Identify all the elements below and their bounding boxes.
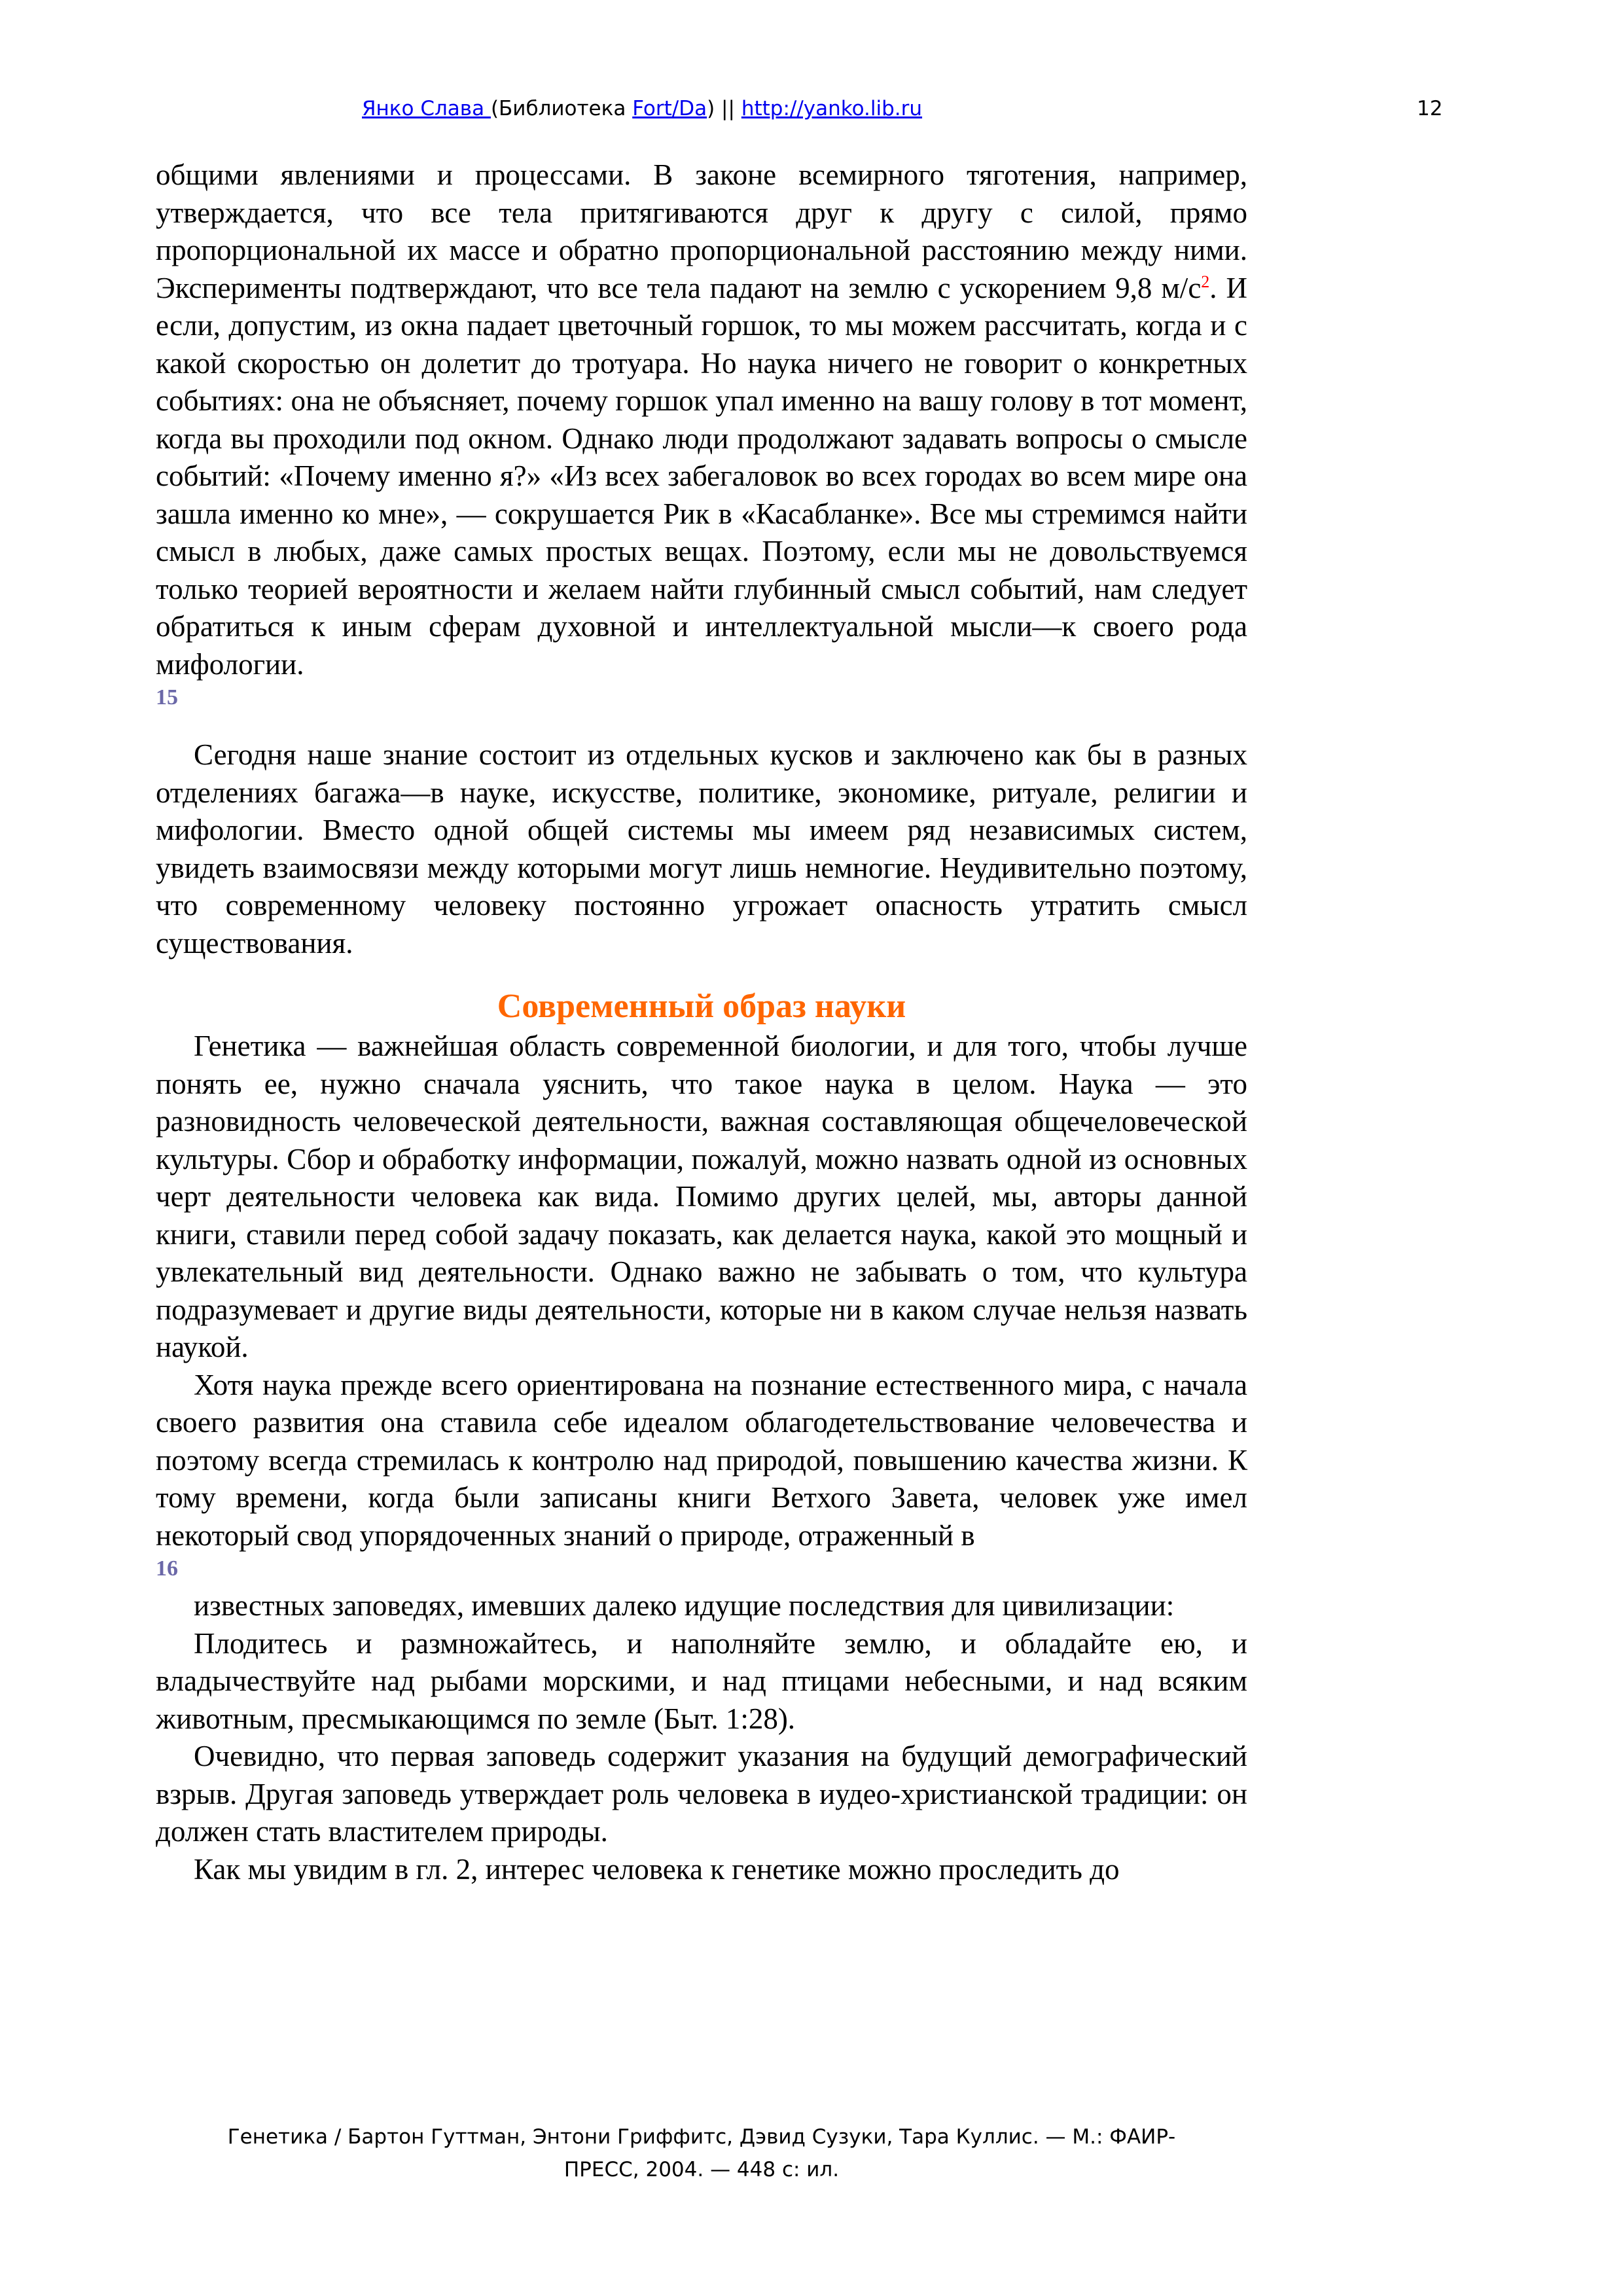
quotation: Плодитесь и размножайтесь, и наполняйте землю, и обладайте ею, и владычествуйте над рыбами морскими, и над птицами небесными, и над всяким животным, пресмыкающимся по земле (Быт. 1:28). [156,1626,1247,1735]
section-title: Современный образ науки [497,988,906,1025]
citation-line-2: ПРЕСС, 2004. — 448 с: ил. [563,2158,840,2181]
library-prefix: (Библиотека [490,97,633,120]
author-link[interactable]: Янко Слава [362,97,491,120]
fortda-link[interactable]: Fort/Da [632,97,707,120]
paragraph-5: известных заповедях, имевших далеко идущие последствия для цивилизации: [194,1589,1175,1622]
site-link[interactable]: http://yanko.lib.ru [741,97,923,120]
paragraph-4: Хотя наука прежде всего ориентирована на познание естественного мира, с начала своего развития она ставила себе идеалом облагодетельствование человечества и поэтому всегда стремилась к контролю над природой, повышению качества жизни. К тому времени, когда были записаны книги Ветхого Завета, человек уже имел некоторый свод упорядоченных знаний о природе, отраженный в [156,1368,1247,1552]
paragraph-3: Генетика — важнейшая область современной биологии, и для того, чтобы лучше понять ее, нужно сначала уяснить, что такое наука в целом. Наука — это разновидность человеческой деятельности, важная составляющая общечеловеческой культуры. Сбор и обработку информации, пожалуй, можно назвать одной из основных черт деятельности человека как вида. Помимо других целей, мы, авторы данной книги, ставили перед собой задачу показать, как делается наука, какой это мощный и увлекательный вид деятельности. Однако важно не забывать о том, что культура подразумевает и другие виды деятельности, которые ни в каком случае нельзя назвать наукой. [156,1030,1247,1363]
paragraph-1-text-a: общими явлениями и процессами. В законе всемирного тяготения, например, утверждается, что все тела притягиваются друг к другу с силой, прямо пропорциональной их массе и обратно пропорциональной расстоянию между ними. Эксперименты подтверждают, что все тела падают на землю с ускорением 9,8 м/с [156,158,1247,304]
header-separator: ) || [707,97,741,120]
page-number: 12 [1417,97,1443,120]
page-footer [156,2121,1247,2186]
source-page-marker-16: 16 [156,1556,178,1581]
paragraph-2: Сегодня наше знание состоит из отдельных кусков и заключено как бы в разных отделениях багажа—в науке, искусстве, политике, экономике, ритуале, религии и мифологии. Вместо одной общей системы мы имеем ряд независимых систем, увидеть взаимосвязи между которыми могут лишь немногие. Неудивительно поэтому, что современному человеку постоянно угрожает опасность утратить смысл существования. [156,738,1247,960]
paragraph-1-text-b: . И если, допустим, из окна падает цветочный горшок, то мы можем рассчитать, когда и с какой скоростью он долетит до тротуара. Но наука ничего не говорит о конкретных событиях: она не объясняет, почему горшок упал именно на вашу голову в тот момент, когда вы проходили под окном. Однако люди продолжают задавать вопросы о смысле событий: «Почему именно я?» «Из всех забегаловок во всех городах во всем мире она зашла именно ко мне», — сокрушается Рик в «Касабланке». Все мы стремимся найти смысл в любых, даже самых простых вещах. Поэтому, если мы не довольствуемся только теорией вероятности и желаем найти глубинный смысл событий, нам следует обратиться к иным сферам духовной и интеллектуальной мысли—к своего рода мифологии. [156,271,1247,681]
paragraph-7: Очевидно, что первая заповедь содержит указания на будущий демографический взрыв. Другая заповедь утверждает роль человека в иудео-христианской традиции: он должен стать властителем природы. [156,1740,1247,1848]
paragraph-8: Как мы увидим в гл. 2, интерес человека к генетике можно проследить до [194,1852,1120,1886]
paragraph-1 [156,156,1247,683]
footnote-reference[interactable]: 2 [1201,272,1210,291]
source-page-marker-15: 15 [156,685,178,709]
citation-line-1: Генетика / Бартон Гуттман, Энтони Гриффитс, Дэвид Сузуки, Тара Куллис. — М.: ФАИР- [227,2125,1176,2149]
page-header [362,97,922,120]
document-body [156,156,1247,1888]
